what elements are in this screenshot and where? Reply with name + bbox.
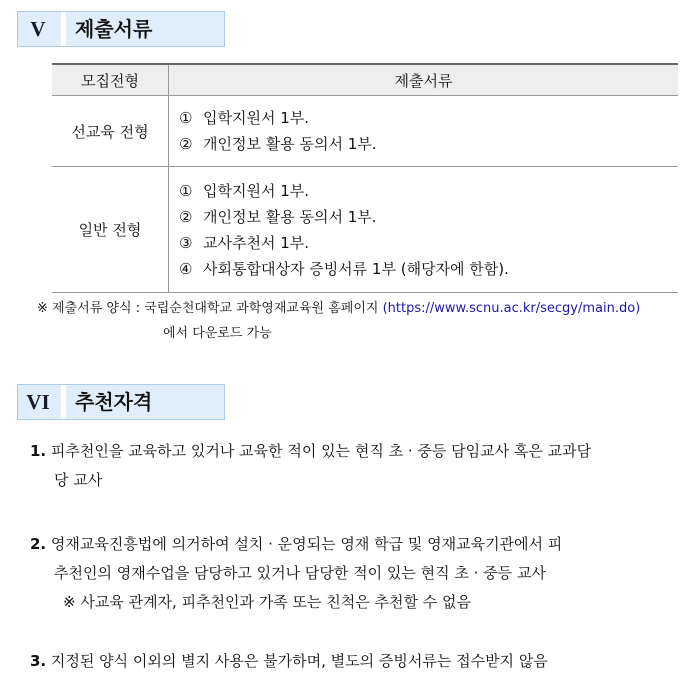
admission-type: 일반 전형 xyxy=(52,167,169,293)
section-header-v xyxy=(17,11,225,47)
item-marker: ② xyxy=(179,135,193,153)
document-text: 사회통합대상자 증빙서류 1부 (해당자에 한함). xyxy=(203,259,509,278)
exclusion-note: ※ 사교육 관계자, 피추천인과 가족 또는 친척은 추천할 수 없음 xyxy=(63,593,472,611)
header-divider xyxy=(61,385,66,419)
section-title: 제출서류 xyxy=(75,17,153,41)
document-list xyxy=(169,96,679,167)
document-item xyxy=(179,256,678,282)
table-row xyxy=(52,167,678,293)
admission-type: 선교육 전형 xyxy=(52,96,169,167)
document-text: 개인정보 활용 동의서 1부. xyxy=(203,207,377,226)
document-text: 개인정보 활용 동의서 1부. xyxy=(203,135,377,153)
item-number: 1. xyxy=(30,442,47,460)
column-header-type: 모집전형 xyxy=(52,64,169,96)
document-item xyxy=(179,131,678,157)
document-text: 교사추천서 1부. xyxy=(203,233,310,252)
list-item xyxy=(30,437,680,495)
item-text: 피추천인을 교육하고 있거나 교육한 적이 있는 현직 초 · 중등 담임교사 혹은 교과담 xyxy=(50,442,592,460)
item-text: 지정된 양식 이외의 별지 사용은 불가하며, 별도의 증빙서류는 접수받지 않음 xyxy=(50,652,548,670)
item-number: 3. xyxy=(30,652,47,670)
item-text: 영재교육진흥법에 의거하여 설치 · 운영되는 영재 학급 및 영재교육기관에서 피 xyxy=(50,535,563,553)
note-continuation: 에서 다운로드 가능 xyxy=(163,326,272,341)
document-item xyxy=(179,105,678,131)
item-marker: ① xyxy=(179,109,193,127)
column-header-docs: 제출서류 xyxy=(169,64,679,96)
item-marker: ③ xyxy=(179,233,193,252)
table-row xyxy=(52,96,678,167)
item-number: 2. xyxy=(30,535,47,553)
item-text-continued: 당 교사 xyxy=(54,471,103,489)
document-text: 입학지원서 1부. xyxy=(203,109,310,127)
homepage-link[interactable]: (https://www.scnu.ac.kr/secgy/main.do) xyxy=(382,301,641,316)
document-item xyxy=(179,204,678,230)
document-list xyxy=(169,167,679,293)
note-text: ※ 제출서류 양식 : 국립순천대학교 과학영재교육원 홈페이지 xyxy=(37,301,383,316)
submission-documents-table xyxy=(52,63,678,293)
document-text: 입학지원서 1부. xyxy=(203,181,310,200)
item-text-continued: 추천인의 영재수업을 담당하고 있거나 담당한 적이 있는 현직 초 · 중등 교사 xyxy=(54,564,546,582)
list-item xyxy=(30,647,680,676)
table-header-row xyxy=(52,64,678,96)
section-number: V xyxy=(30,16,46,41)
list-item xyxy=(30,530,680,588)
item-marker: ④ xyxy=(179,259,193,278)
header-divider xyxy=(61,12,66,46)
item-marker: ① xyxy=(179,181,193,200)
section-title: 추천자격 xyxy=(75,390,153,414)
section-header-vi xyxy=(17,384,225,420)
section-number: VI xyxy=(26,389,50,414)
document-item xyxy=(179,230,678,256)
document-item xyxy=(179,178,678,204)
item-marker: ② xyxy=(179,207,193,226)
form-download-note xyxy=(37,296,640,321)
